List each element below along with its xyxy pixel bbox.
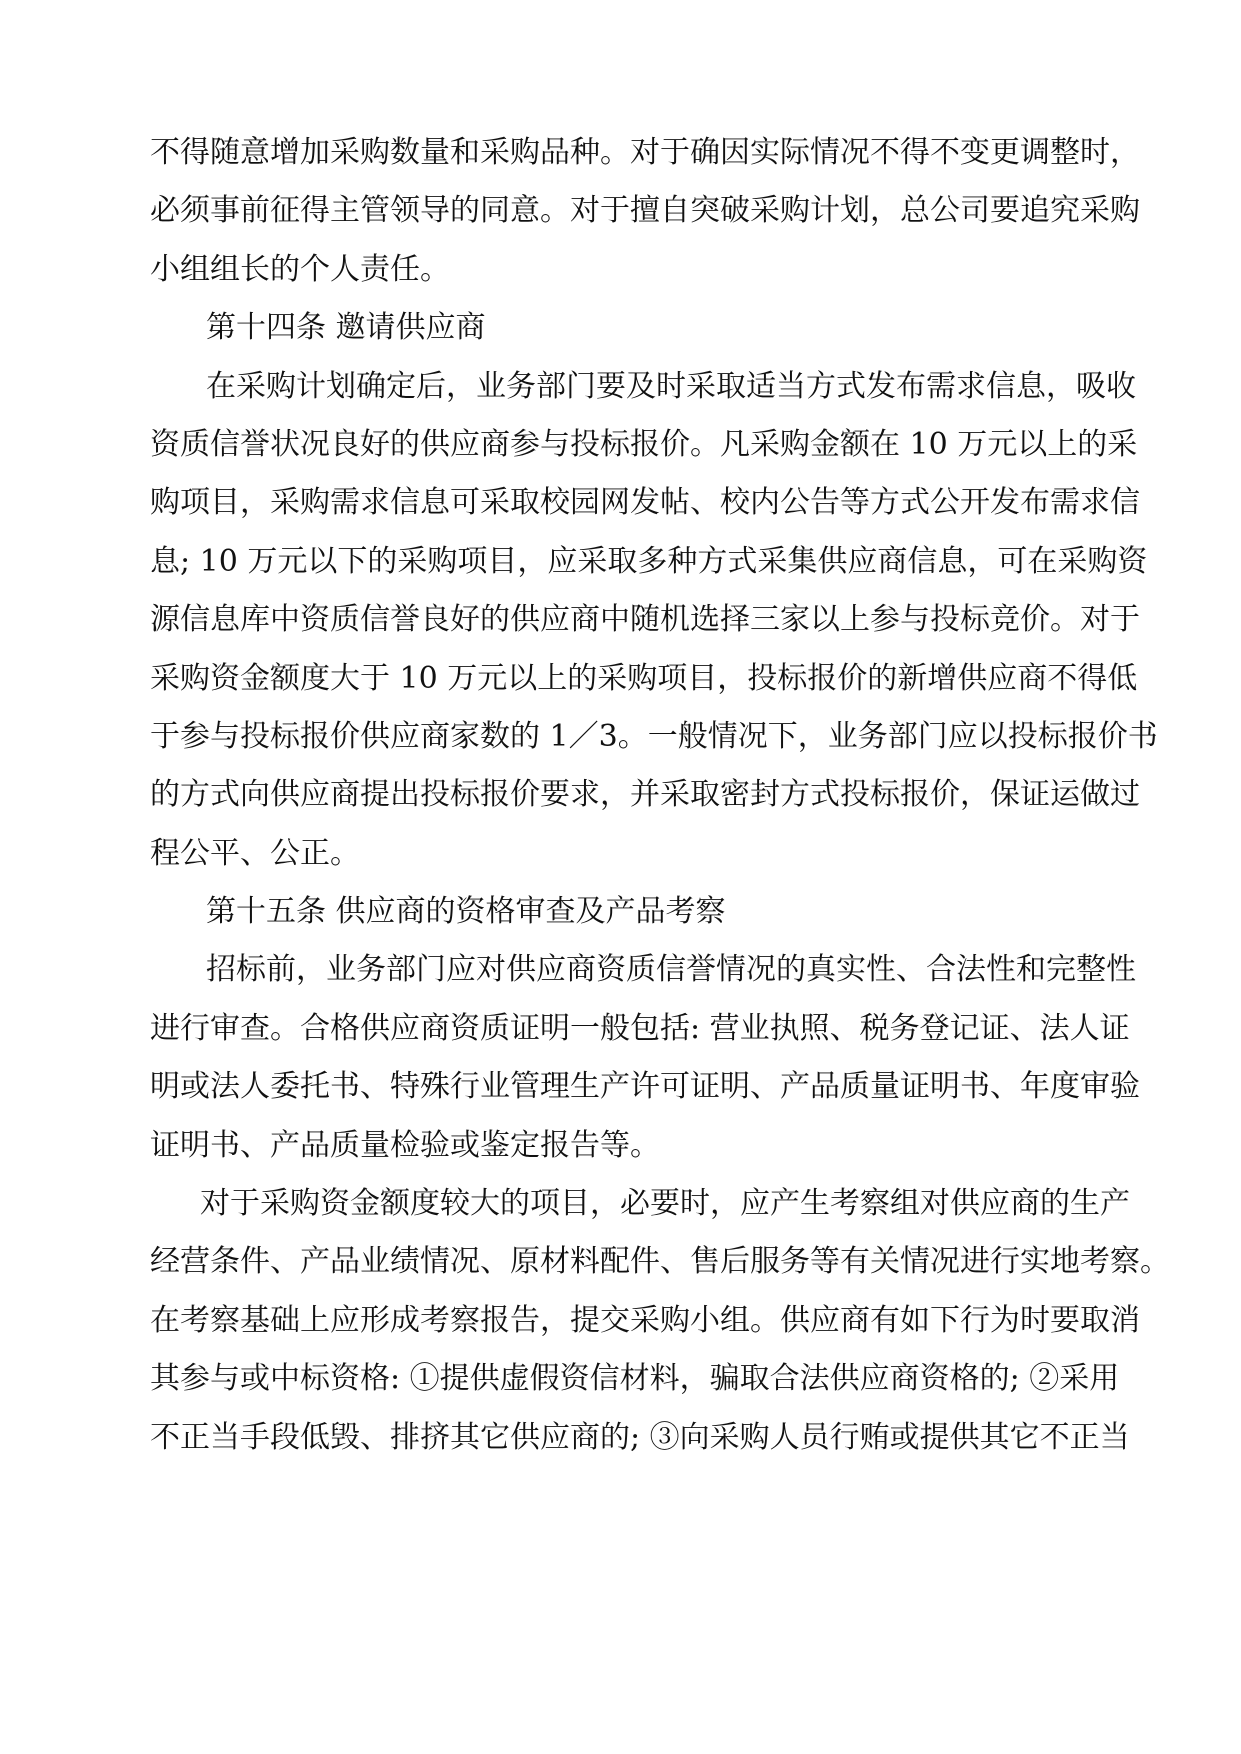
document-body <box>150 124 1170 1467</box>
text-line: 不正当手段低毁、排挤其它供应商的; ③向采购人员行贿或提供其它不正当 <box>150 1419 1130 1455</box>
text-line: 采购资金额度大于 10 万元以上的采购项目，投标报价的新增供应商不得低 <box>150 660 1138 696</box>
text-line: 的方式向供应商提出投标报价要求，并采取密封方式投标报价，保证运做过 <box>150 777 1140 813</box>
text-line: 息; 10 万元以下的采购项目，应采取多种方式采集供应商信息，可在采购资 <box>150 543 1148 579</box>
text-line: 在考察基础上应形成考察报告，提交采购小组。供应商有如下行为时要取消 <box>150 1302 1140 1338</box>
text-line: 证明书、产品质量检验或鉴定报告等。 <box>150 1127 660 1163</box>
text-line: 购项目，采购需求信息可采取校园网发帖、校内公告等方式公开发布需求信 <box>150 485 1140 521</box>
text-line: 于参与投标报价供应商家数的 1／3。一般情况下，业务部门应以投标报价书 <box>150 718 1158 754</box>
article-heading: 第十五条 供应商的资格审查及产品考察 <box>206 894 726 930</box>
text-line: 在采购计划确定后，业务部门要及时采取适当方式发布需求信息，吸收 <box>206 368 1136 404</box>
text-line: 不得随意增加采购数量和采购品种。对于确因实际情况不得不变更调整时， <box>150 135 1140 170</box>
text-line: 小组组长的个人责任。 <box>150 251 450 287</box>
text-line: 必须事前征得主管领导的同意。对于擅自突破采购计划，总公司要追究采购 <box>150 193 1140 229</box>
text-line: 进行审查。合格供应商资质证明一般包括: 营业执照、税务登记证、法人证 <box>150 1010 1130 1046</box>
text-line: 程公平、公正。 <box>150 835 360 871</box>
text-line: 明或法人委托书、特殊行业管理生产许可证明、产品质量证明书、年度审验 <box>150 1069 1140 1105</box>
text-line: 资质信誉状况良好的供应商参与投标报价。凡采购金额在 10 万元以上的采 <box>150 426 1138 462</box>
text-line: 经营条件、产品业绩情况、原材料配件、售后服务等有关情况进行实地考察。 <box>150 1244 1170 1280</box>
text-line: 招标前，业务部门应对供应商资质信誉情况的真实性、合法性和完整性 <box>206 952 1136 988</box>
article-heading: 第十四条 邀请供应商 <box>206 310 486 346</box>
text-line: 对于采购资金额度较大的项目，必要时，应产生考察组对供应商的生产 <box>200 1186 1130 1222</box>
text-line: 其参与或中标资格: ①提供虚假资信材料，骗取合法供应商资格的; ②采用 <box>150 1361 1120 1397</box>
text-line: 源信息库中资质信誉良好的供应商中随机选择三家以上参与投标竞价。对于 <box>150 602 1140 638</box>
